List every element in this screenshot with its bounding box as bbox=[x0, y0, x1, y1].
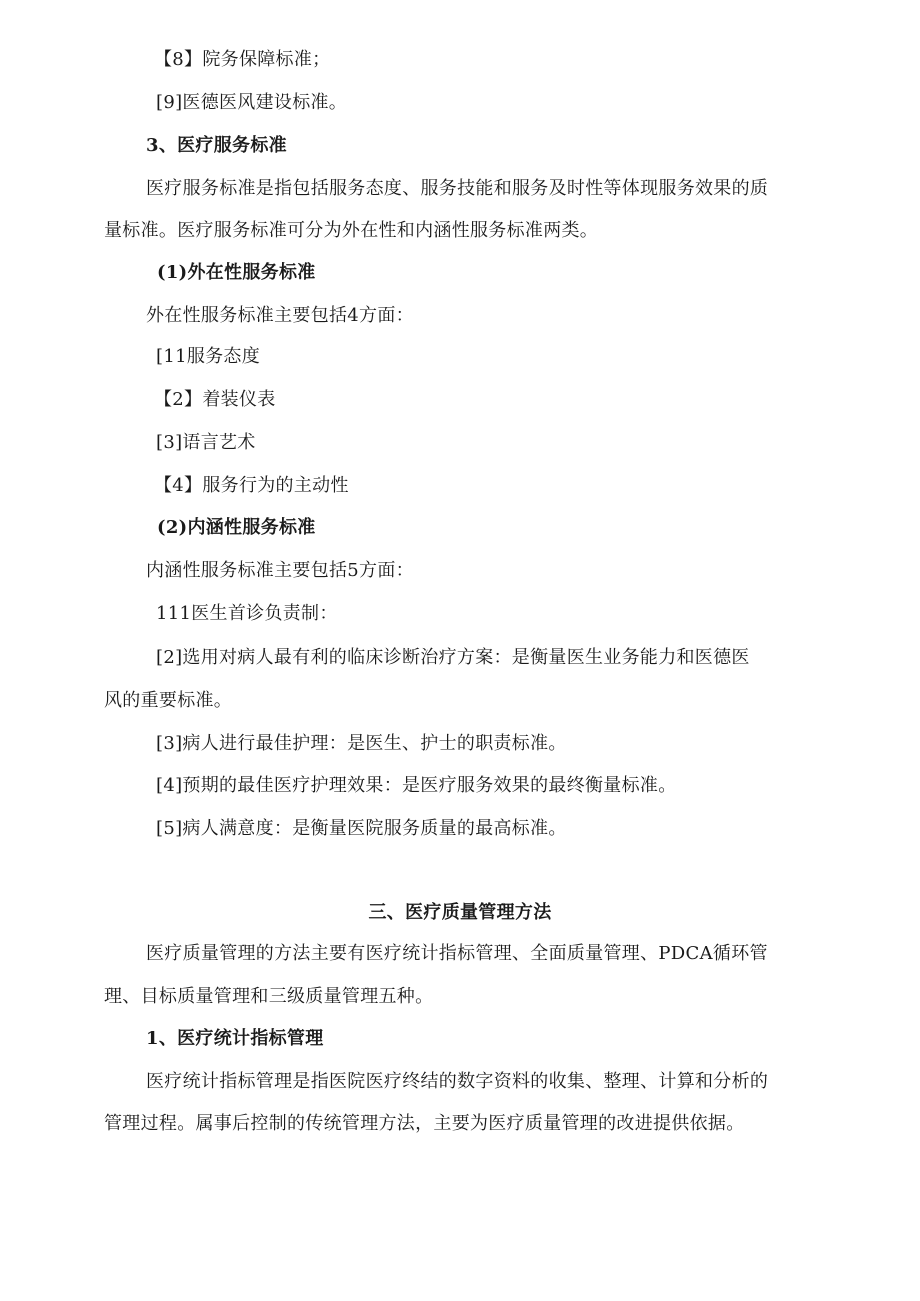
paragraph-line: 理、目标质量管理和三级质量管理五种。 bbox=[104, 986, 434, 1007]
section-heading-statistics-management: 1、医疗统计指标管理 bbox=[146, 1028, 324, 1049]
list-item: [3]病人进行最佳护理：是医生、护士的职责标准。 bbox=[156, 733, 567, 754]
paragraph-line: 医疗服务标准是指包括服务态度、服务技能和服务及时性等体现服务效果的质 bbox=[146, 178, 769, 199]
list-item: [3]语言艺术 bbox=[156, 432, 256, 453]
list-item: [5]病人满意度：是衡量医院服务质量的最高标准。 bbox=[156, 818, 567, 839]
paragraph-line: 医疗统计指标管理是指医院医疗终结的数字资料的收集、整理、计算和分析的 bbox=[146, 1071, 769, 1092]
list-item: 111医生首诊负责制： bbox=[156, 603, 338, 624]
paragraph-line: 风的重要标准。 bbox=[104, 690, 233, 711]
list-item-9: [9]医德医风建设标准。 bbox=[156, 92, 348, 113]
list-item-8: 【8】院务保障标准； bbox=[154, 49, 331, 70]
paragraph-line: 量标准。医疗服务标准可分为外在性和内涵性服务标准两类。 bbox=[104, 220, 599, 241]
list-item: [4]预期的最佳医疗护理效果：是医疗服务效果的最终衡量标准。 bbox=[156, 775, 677, 796]
subheading-internal-standard: (2)内涵性服务标准 bbox=[157, 517, 316, 538]
chapter-heading-quality-management-methods: 三、医疗质量管理方法 bbox=[368, 902, 552, 923]
paragraph-line: 管理过程。属事后控制的传统管理方法，主要为医疗质量管理的改进提供依据。 bbox=[104, 1113, 745, 1134]
paragraph-line: 外在性服务标准主要包括4方面： bbox=[146, 305, 414, 326]
list-item: 【4】服务行为的主动性 bbox=[154, 475, 349, 496]
section-heading-medical-service-standard: 3、医疗服务标准 bbox=[146, 135, 287, 156]
list-item: [11服务态度 bbox=[156, 346, 261, 367]
list-item: 【2】着装仪表 bbox=[154, 389, 276, 410]
subheading-external-standard: (1)外在性服务标准 bbox=[157, 262, 316, 283]
list-item: [2]选用对病人最有利的临床诊断治疗方案：是衡量医生业务能力和医德医 bbox=[156, 647, 750, 668]
paragraph-line: 医疗质量管理的方法主要有医疗统计指标管理、全面质量管理、PDCA循环管 bbox=[146, 943, 768, 964]
paragraph-line: 内涵性服务标准主要包括5方面： bbox=[146, 560, 414, 581]
